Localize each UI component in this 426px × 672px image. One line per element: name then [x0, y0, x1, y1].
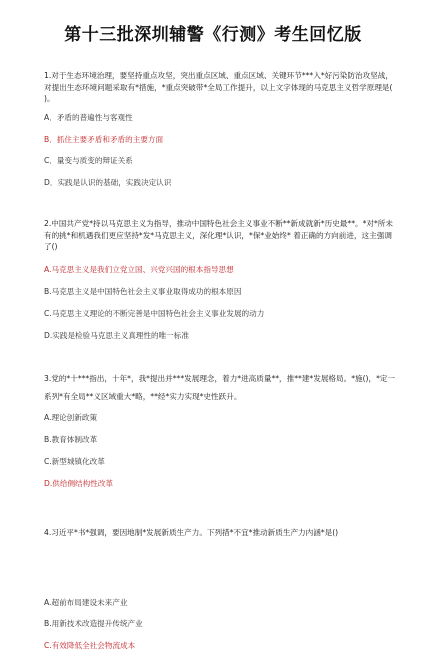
option-c: C.新型城镇化改革	[44, 457, 105, 466]
question-stem: 4.习近平*书*强调，要因地制*发展新质生产力。下列措*不宜*推动新质生产力内涵*是()	[44, 528, 339, 537]
option-c-answer: C.有效降低全社会物流成本	[44, 641, 136, 650]
option-a-answer: A.马克思主义是我们立党立国、兴党兴国的根本指导思想	[44, 265, 234, 274]
question-4	[44, 519, 396, 546]
question-stem: 1.对于生态环境治理，要坚持重点攻坚，突出重点区域、重点区域、关键环节***入*好污染防治攻坚战，对提出生态环境问题采取有*措施，*重点突破带*全局工作提升，以上文字体现的马克思主义哲学原理是( )。	[44, 71, 393, 103]
question-stem: 2.中国共产党*持以马克思主义为指导，推动中国特色社会主义事业不断**新成就新*历史最**。*对*所未有的挑*和机遇我们更应坚持*发*马克思主义，深化理*认识，*保*业始终* 着正确的方向前进，这主强调了()	[44, 219, 393, 251]
option-a: A．矛盾的普遍性与客观性	[44, 113, 133, 122]
option-d-answer: D.供给侧结构性改革	[44, 479, 114, 488]
option-b: B.教育体制改革	[44, 435, 98, 444]
option-d: D.实践是检验马克思主义真理性的唯一标准	[44, 331, 189, 340]
question-3	[44, 370, 396, 406]
question-2	[44, 218, 396, 253]
option-b: B.马克思主义是中国特色社会主义事业取得成功的根本原因	[44, 287, 242, 296]
option-d: D．实践是认识的基础，实践决定认识	[44, 178, 172, 187]
option-b: B.用新技术改造提升传统产业	[44, 619, 143, 628]
option-a: A.理论创新政策	[44, 413, 98, 422]
page-title: 第十三批深圳辅警《行测》考生回忆版	[64, 25, 362, 45]
option-a: A.超前布局建设未来产业	[44, 598, 128, 607]
option-c: C．量变与质变的辩证关系	[44, 156, 133, 165]
option-b-answer: B．抓住主要矛盾和矛盾的主要方面	[44, 135, 164, 144]
question-stem: 3.党的*十***指出，十年*，我*提出并***发展理念，着力*进高质量**，推**建*发展格局。*施()，*定一系列*有全局**义区域重大*略，**经*实力实现*史性跃升。	[44, 374, 396, 401]
option-c: C.马克思主义理论的不断完善是中国特色社会主义事业发展的动力	[44, 309, 265, 318]
question-1	[44, 70, 396, 105]
